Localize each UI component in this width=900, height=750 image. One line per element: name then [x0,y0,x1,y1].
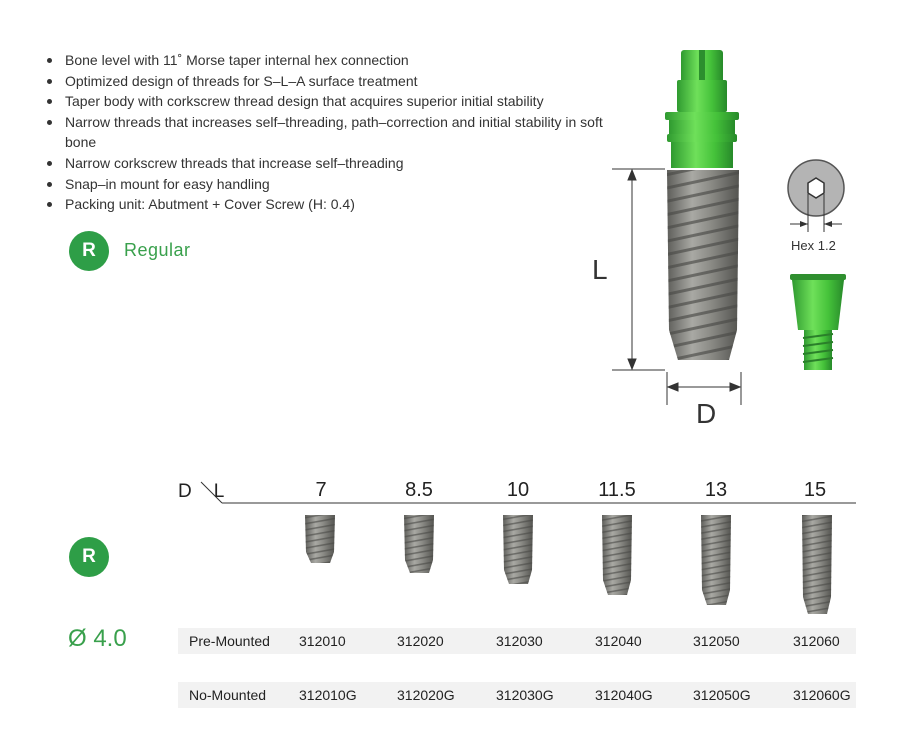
code-cell: 312050 [693,633,740,649]
code-cell: 312040 [595,633,642,649]
code-cell: 312030G [496,687,554,703]
hex-label: Hex 1.2 [791,238,836,253]
length-dimension [612,169,665,370]
code-cell: 312010G [299,687,357,703]
length-label: L [592,254,608,285]
code-cell: 312060G [793,687,851,703]
code-cell: 312020 [397,633,444,649]
length-8-5: 8.5 [405,479,433,501]
length-13: 13 [704,479,728,501]
implant-thumbnails [305,515,832,614]
feature-item: Narrow threads that increases self–threading, path–correction and initial stability in soft bone [44,112,634,153]
diameter-label: D [696,398,717,429]
feature-item: Taper body with corkscrew thread design that acquires superior initial stability [44,91,634,112]
feature-item: Snap–in mount for easy handling [44,174,634,195]
length-15: 15 [803,479,827,501]
feature-item: Bone level with 11˚ Morse taper internal hex connection [44,50,634,71]
feature-item: Optimized design of threads for S–L–A surface treatment [44,71,634,92]
feature-item: Narrow corkscrew threads that increase self–threading [44,153,634,174]
implant-thumb-7 [305,515,335,563]
cover-screw [790,274,846,370]
code-cell: 312020G [397,687,455,703]
regular-badge: R [69,231,109,271]
row-label-pre-mounted: Pre-Mounted [189,633,270,649]
length-11-5: 11.5 [598,479,636,501]
code-cell: 312060 [793,633,840,649]
code-cell: 312030 [496,633,543,649]
table-header-dl [178,481,224,503]
implant-thumb-13 [701,515,731,605]
header-d: D [178,481,192,502]
feature-item: Packing unit: Abutment + Cover Screw (H: 0.4) [44,194,634,215]
hex-detail [788,160,844,232]
code-cell: 312010 [299,633,346,649]
green-mount [665,50,739,168]
length-7: 7 [315,479,327,501]
code-cell: 312040G [595,687,653,703]
implant-thumb-8-5 [404,515,434,573]
regular-label: Regular [124,240,191,260]
row-label-no-mounted: No-Mounted [189,687,267,703]
diameter-value: Ø 4.0 [68,625,127,652]
implant-thumb-15 [802,515,832,614]
implant-body [667,170,739,360]
header-l: L [213,481,225,502]
length-10: 10 [506,479,530,501]
code-cell: 312050G [693,687,751,703]
implant-thumb-10 [503,515,533,584]
implant-thumb-11-5 [602,515,632,595]
regular-badge-table: R [69,537,109,577]
